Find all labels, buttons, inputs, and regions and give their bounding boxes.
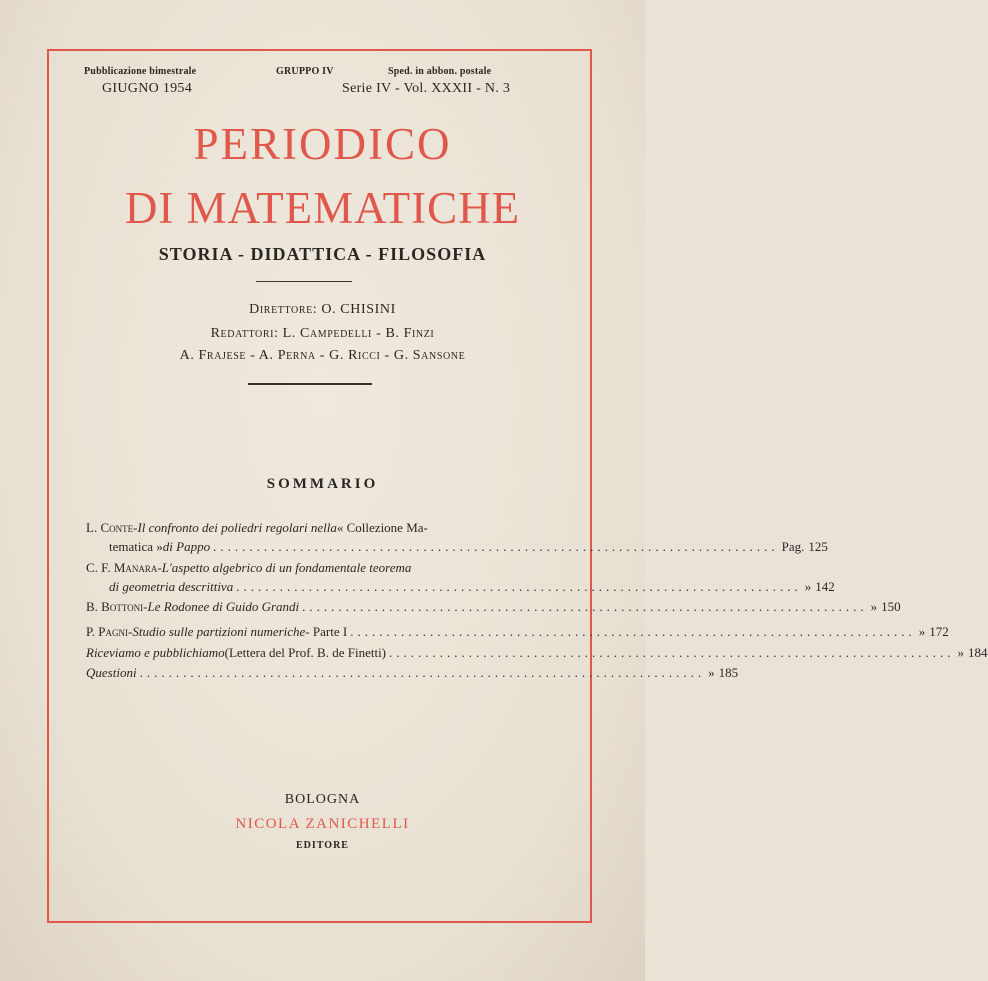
editors-line-2: A. Frajese - A. Perna - G. Ricci - G. Sansone [179, 348, 466, 363]
divider-lower [248, 383, 372, 385]
toc-entry-6: Questioni .............................................................................. » 185 [86, 665, 739, 680]
toc-entry-4-page: 172 [929, 624, 949, 639]
postal-shipping-note: Sped. in abbon. postale [388, 66, 492, 77]
toc-entry-6-page: 185 [718, 665, 739, 680]
toc-entry-5: Riceviamo e pubblichiamo (Lettera del Prof. B. de Finetti) .............................................................................. » 184 [86, 645, 988, 660]
toc-entry-4: P. Pagni - Studio sulle partizioni numeriche - Parte I .............................................................................. » 172 [86, 624, 949, 639]
toc-entry-2-page: 142 [815, 579, 835, 594]
publication-date: GIUGNO 1954 [102, 81, 193, 96]
toc-entry-3: B. Bottoni - Le Rodonee di Guido Grandi .............................................................................. » 150 [86, 599, 901, 614]
toc-entry-5-page: 184 [968, 645, 988, 660]
director-line: Direttore: O. CHISINI [249, 302, 396, 317]
imprint-publisher: NICOLA ZANICHELLI [235, 816, 410, 832]
publication-frequency: Pubblicazione bimestrale [84, 66, 197, 77]
imprint-city: BOLOGNA [284, 792, 361, 807]
toc-entry-3-page: 150 [881, 599, 901, 614]
editors-line-1: Redattori: L. Campedelli - B. Finzi [210, 326, 435, 341]
toc-entry-2-line1: C. F. Manara - L'aspetto algebrico di un fondamentale teorema [86, 560, 412, 575]
toc-entry-1-line2: tematica » di Pappo .............................................................................. Pag. 125 [109, 539, 828, 554]
series-volume-number: Serie IV - Vol. XXXII - N. 3 [342, 81, 511, 96]
journal-title-line1: PERIODICO [193, 119, 452, 169]
divider-upper [256, 281, 352, 282]
group-label: GRUPPO IV [276, 66, 334, 77]
toc-entry-1-line1: L. Conte - Il confronto dei poliedri regolari nella « Collezione Ma- [86, 520, 428, 535]
imprint-role: EDITORE [296, 840, 349, 851]
toc-entry-2-line2: di geometria descrittiva .............................................................................. » 142 [109, 579, 835, 594]
journal-subtitle: STORIA - DIDATTICA - FILOSOFIA [158, 244, 487, 264]
journal-title-line2: DI MATEMATICHE [124, 183, 521, 233]
contents-heading: SOMMARIO [266, 476, 379, 492]
toc-entry-1-page: 125 [808, 539, 828, 554]
